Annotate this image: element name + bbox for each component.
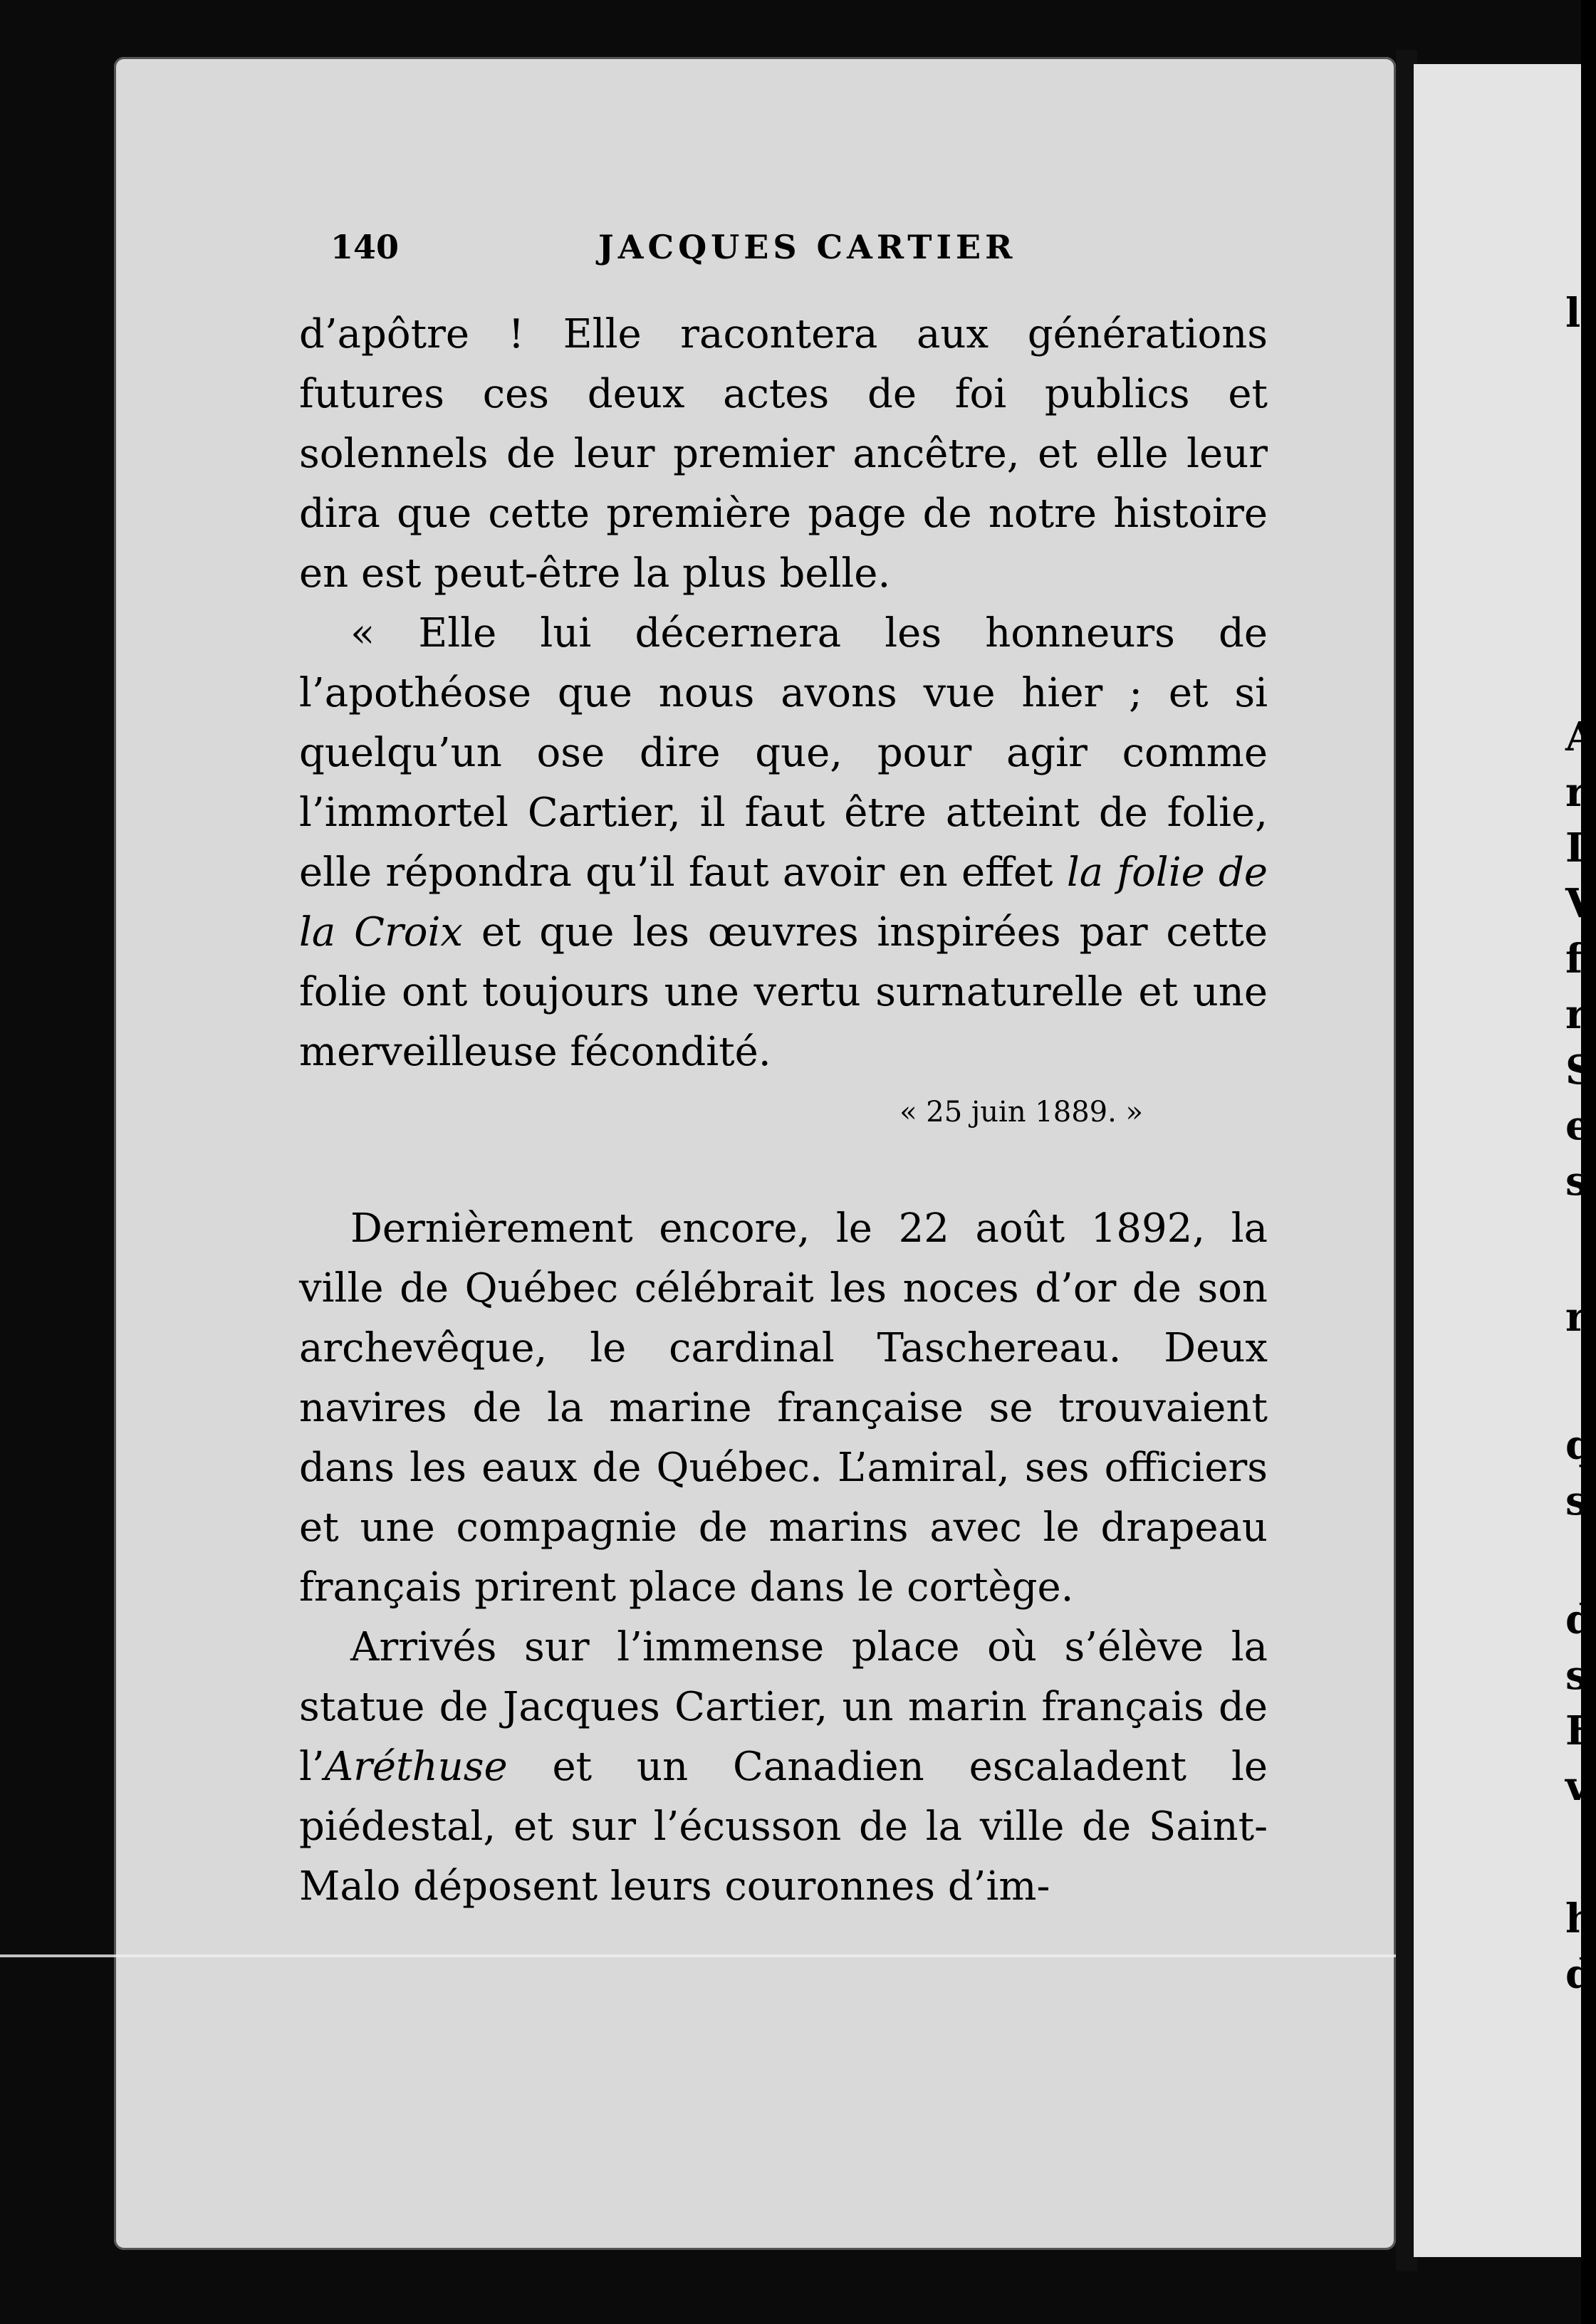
right-edge-fragment-18: h bbox=[1565, 1895, 1595, 1942]
right-edge-fragment-19: d bbox=[1565, 1951, 1594, 1998]
paragraph-4-text-start: Arrivés sur l’immense place où s’élève la statue de Jacques Cartier, un marin français de l’ bbox=[299, 1624, 1268, 1790]
header-title: JACQUES CARTIER bbox=[598, 228, 1017, 266]
right-edge-fragment-16: F bbox=[1565, 1707, 1594, 1754]
right-edge-fragment-7: r bbox=[1565, 991, 1587, 1038]
right-edge-fragment-13: s bbox=[1565, 1477, 1588, 1524]
paragraph-2-text-end: et que les œuvres inspirées par cette folie ont toujours une vertu surnaturelle et une merveilleuse fécondité. bbox=[299, 909, 1268, 1075]
scan-line-mark bbox=[0, 1954, 1396, 1957]
right-edge-fragment-11: r bbox=[1565, 1294, 1587, 1341]
right-edge-fragment-3: r bbox=[1565, 769, 1587, 816]
right-edge-fragment-2: A bbox=[1565, 713, 1596, 760]
right-edge-fragment-9: e bbox=[1565, 1102, 1591, 1149]
paragraph-1: d’apôtre ! Elle racontera aux générations futures ces deux actes de foi publics et solennels de leur premier ancêtre, et elle leur dira que cette première page de notre histoire en est peut-être la plus belle. bbox=[299, 311, 1268, 597]
right-edge-fragment-17: v bbox=[1565, 1763, 1589, 1810]
right-edge-fragment-1: l bbox=[1565, 290, 1581, 337]
paragraph-2-italic-text: la folie de la Croix bbox=[299, 849, 1268, 956]
date-line: « 25 juin 1889. » bbox=[899, 1096, 1143, 1129]
page-number: 140 bbox=[330, 228, 400, 266]
right-edge-fragment-6: f bbox=[1565, 936, 1583, 983]
paragraph-2-text-start: « Elle lui décernera les honneurs de l’apothéose que nous avons vue hier ; et si quelqu’un ose dire que, pour agir comme l’immortel Cartier, il faut être atteint de folie, elle répondra qu’il faut avoir en effet bbox=[299, 610, 1268, 896]
right-edge-fragment-10: s bbox=[1565, 1158, 1588, 1205]
right-edge-fragment-4: I bbox=[1565, 825, 1585, 872]
right-page-edge bbox=[1414, 64, 1581, 2257]
right-edge-fragment-12: q bbox=[1565, 1422, 1594, 1469]
right-edge-fragment-8: S bbox=[1565, 1047, 1595, 1094]
paragraph-3: Dernièrement encore, le 22 août 1892, la ville de Québec célébrait les noces d’or de son archevêque, le cardinal Taschereau. Deux navires de la marine française se trouvaient dans les eaux de Québec. L’amiral, ses officiers et une compagnie de marins avec le drapeau français prirent place dans le cortège. bbox=[299, 1205, 1268, 1611]
right-edge-fragment-5: V bbox=[1565, 880, 1596, 927]
paragraph-4-text-end: et un Canadien escaladent le piédestal, et sur l’écusson de la ville de Saint-Malo déposent leurs couronnes d’im- bbox=[299, 1744, 1268, 1910]
paragraph-4 bbox=[299, 1618, 1268, 1917]
paragraph-2 bbox=[299, 604, 1268, 1082]
right-edge-fragment-15: s bbox=[1565, 1652, 1588, 1699]
right-edge-fragment-14: d bbox=[1565, 1596, 1594, 1643]
paragraph-4-italic-text: Aréthuse bbox=[324, 1744, 508, 1790]
running-head bbox=[299, 228, 1268, 278]
page-content bbox=[299, 228, 1268, 1917]
